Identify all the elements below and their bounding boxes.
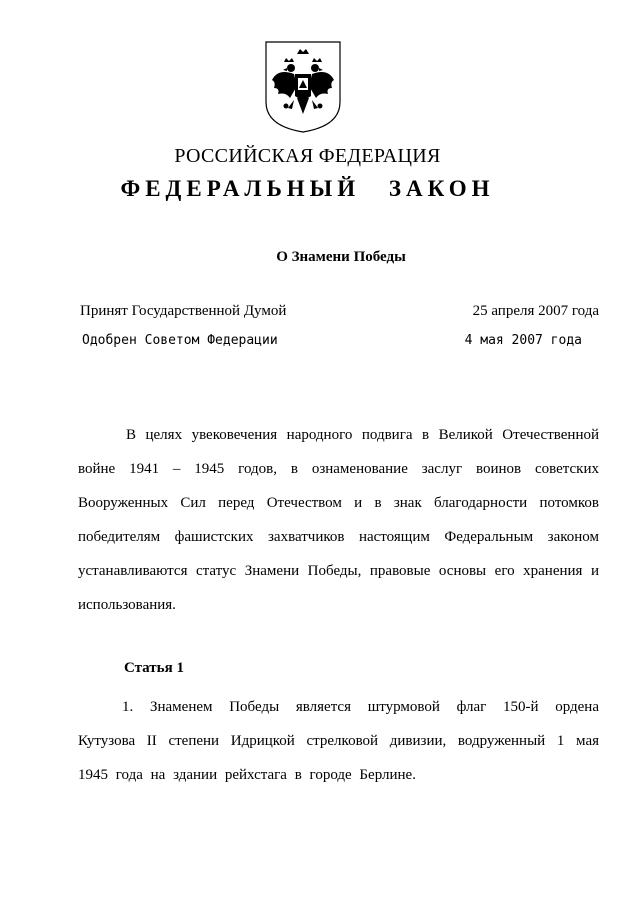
adoption-date: 25 апреля 2007 года bbox=[472, 303, 599, 319]
adoption-date: 4 мая 2007 года bbox=[464, 333, 582, 348]
double-headed-eagle-icon bbox=[264, 40, 342, 134]
adoption-body: Принят Государственной Думой bbox=[80, 303, 287, 319]
document-type: ФЕДЕРАЛЬНЫЙ ЗАКОН bbox=[120, 176, 495, 201]
coat-of-arms-emblem bbox=[264, 40, 342, 134]
approval-council-row bbox=[82, 333, 582, 348]
adoption-duma-row bbox=[80, 303, 599, 320]
country-name: РОССИЙСКАЯ ФЕДЕРАЦИЯ bbox=[174, 145, 441, 167]
article-heading: Статья 1 bbox=[124, 660, 184, 676]
article-paragraph: 1. Знаменем Победы является штурмовой флаг 150-й ордена Кутузова II степени Идрицкой стрелковой дивизии, водруженный 1 мая 1945 года на здании рейхстага в городе Берлине. bbox=[78, 699, 599, 783]
preamble-paragraph: В целях увековечения народного подвига в Великой Отечественной войне 1941 – 1945 годов, в ознаменование заслуг воинов советских Вооруженных Сил перед Отечеством и в знак благодарности потомков победителям фашистских захватчиков настоящим Федеральным законом устанавливаются статус Знамени Победы, правовые основы его хранения и использования. bbox=[78, 427, 599, 613]
law-title: О Знамени Победы bbox=[276, 249, 406, 265]
adoption-body: Одобрен Советом Федерации bbox=[82, 333, 278, 348]
